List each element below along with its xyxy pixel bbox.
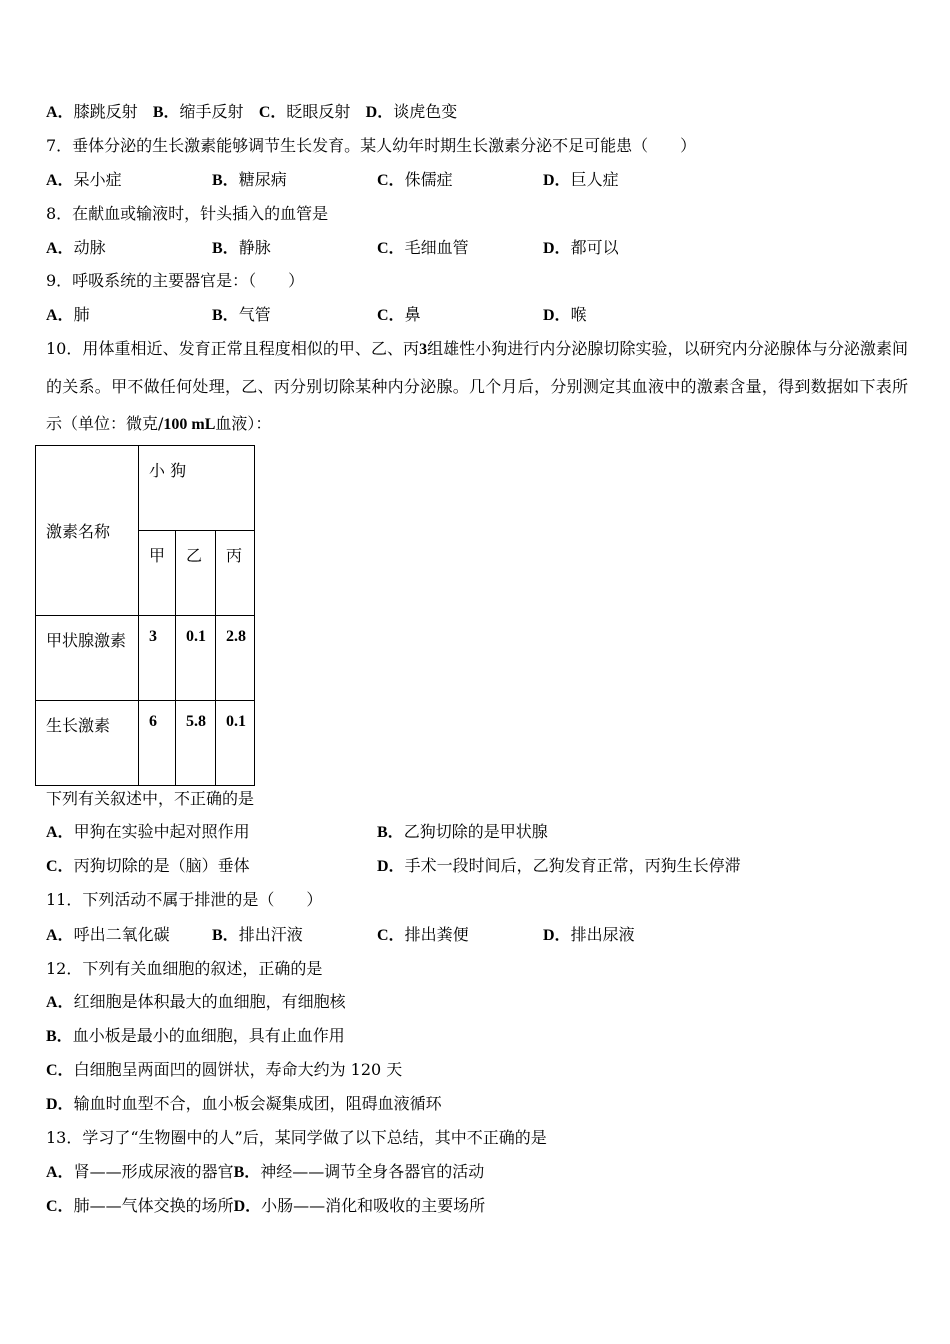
header-dog-group: 小 狗 xyxy=(139,446,255,531)
q10-option-a: A．甲狗在实验中起对照作用 xyxy=(46,822,250,841)
header-col-yi: 乙 xyxy=(176,531,216,616)
option-label: B． xyxy=(152,104,180,121)
q11-option-d: D．排出尿液 xyxy=(543,925,635,944)
q9-option-a: A．肺 xyxy=(46,305,90,324)
q7-stem: 7．垂体分泌的生长激素能够调节生长发育。某人幼年时期生长激素分泌不足可能患（ ） xyxy=(46,136,697,155)
option-text: 膝跳反射 xyxy=(73,102,138,121)
q7-option-a: A．呆小症 xyxy=(46,170,122,189)
q6-options xyxy=(46,102,457,123)
q9-stem: 9．呼吸系统的主要器官是：（ ） xyxy=(46,271,305,290)
q11-stem: 11．下列活动不属于排泄的是（ ） xyxy=(46,890,323,909)
option-text: 缩手反射 xyxy=(179,102,244,121)
q9-option-d: D．喉 xyxy=(543,305,587,324)
q9-option-c: C．鼻 xyxy=(377,305,421,324)
q10-option-c: C．丙狗切除的是（脑）垂体 xyxy=(46,856,250,875)
option-text: 眨眼反射 xyxy=(286,102,351,121)
q12-stem: 12．下列有关血细胞的叙述，正确的是 xyxy=(46,959,323,978)
q8-option-a: A．动脉 xyxy=(46,238,106,257)
row-value: 3 xyxy=(139,616,176,701)
row-value: 0.1 xyxy=(176,616,216,701)
q12-option-a: A．红细胞是体积最大的血细胞，有细胞核 xyxy=(46,992,346,1011)
q8-stem: 8．在献血或输液时，针头插入的血管是 xyxy=(46,204,329,223)
q9-option-b: B．气管 xyxy=(212,305,271,324)
row-value: 6 xyxy=(139,701,176,786)
q8-option-d: D．都可以 xyxy=(543,238,619,257)
row-name: 甲状腺激素 xyxy=(36,616,139,701)
q12-option-d: D．输血时血型不合，血小板会凝集成团，阻碍血液循环 xyxy=(46,1094,442,1113)
q11-option-c: C．排出粪便 xyxy=(377,925,469,944)
q11-option-a: A．呼出二氧化碳 xyxy=(46,925,170,944)
q12-option-c: C．白细胞呈两面凹的圆饼状，寿命大约为 120 天 xyxy=(46,1060,403,1079)
row-value: 0.1 xyxy=(216,701,255,786)
row-value: 5.8 xyxy=(176,701,216,786)
q10-stem: 10．用体重相近、发育正常且程度相似的甲、乙、丙3组雄性小狗进行内分泌腺切除实验，以研究内分泌腺体与分泌激素间的关系。甲不做任何处理，乙、丙分别切除某种内分泌腺。几个月后，分别测定其血液中的激素含量，得到数据如下表所示（单位：微克/100 mL血液）： xyxy=(46,339,908,433)
q8-option-c: C．毛细血管 xyxy=(377,238,469,257)
table-row xyxy=(36,701,255,786)
q11-option-b: B．排出汗液 xyxy=(212,925,303,944)
q10-question: 下列有关叙述中，不正确的是 xyxy=(46,789,255,808)
q7-option-b: B．糖尿病 xyxy=(212,170,287,189)
q13-line-ab: A．肾——形成尿液的器官B．神经——调节全身各器官的活动 xyxy=(46,1162,485,1181)
q10-option-b: B．乙狗切除的是甲状腺 xyxy=(377,822,548,841)
option-label: D． xyxy=(365,104,394,121)
q13-line-cd: C．肺——气体交换的场所D．小肠——消化和吸收的主要场所 xyxy=(46,1196,486,1215)
q7-option-c: C．侏儒症 xyxy=(377,170,453,189)
row-value: 2.8 xyxy=(216,616,255,701)
header-col-jia: 甲 xyxy=(139,531,176,616)
option-label: C． xyxy=(258,104,287,121)
hormone-table xyxy=(35,445,255,786)
q12-option-b: B．血小板是最小的血细胞，具有止血作用 xyxy=(46,1026,345,1045)
header-col-bing: 丙 xyxy=(216,531,255,616)
table-row xyxy=(36,616,255,701)
q7-option-d: D．巨人症 xyxy=(543,170,619,189)
q10-option-d: D．手术一段时间后，乙狗发育正常，丙狗生长停滞 xyxy=(377,856,741,875)
option-text: 谈虎色变 xyxy=(393,102,458,121)
row-name: 生长激素 xyxy=(36,701,139,786)
option-label: A． xyxy=(46,104,74,121)
header-hormone-name: 激素名称 xyxy=(36,446,139,616)
q13-stem: 13．学习了“生物圈中的人”后，某同学做了以下总结，其中不正确的是 xyxy=(46,1128,547,1147)
q8-option-b: B．静脉 xyxy=(212,238,271,257)
